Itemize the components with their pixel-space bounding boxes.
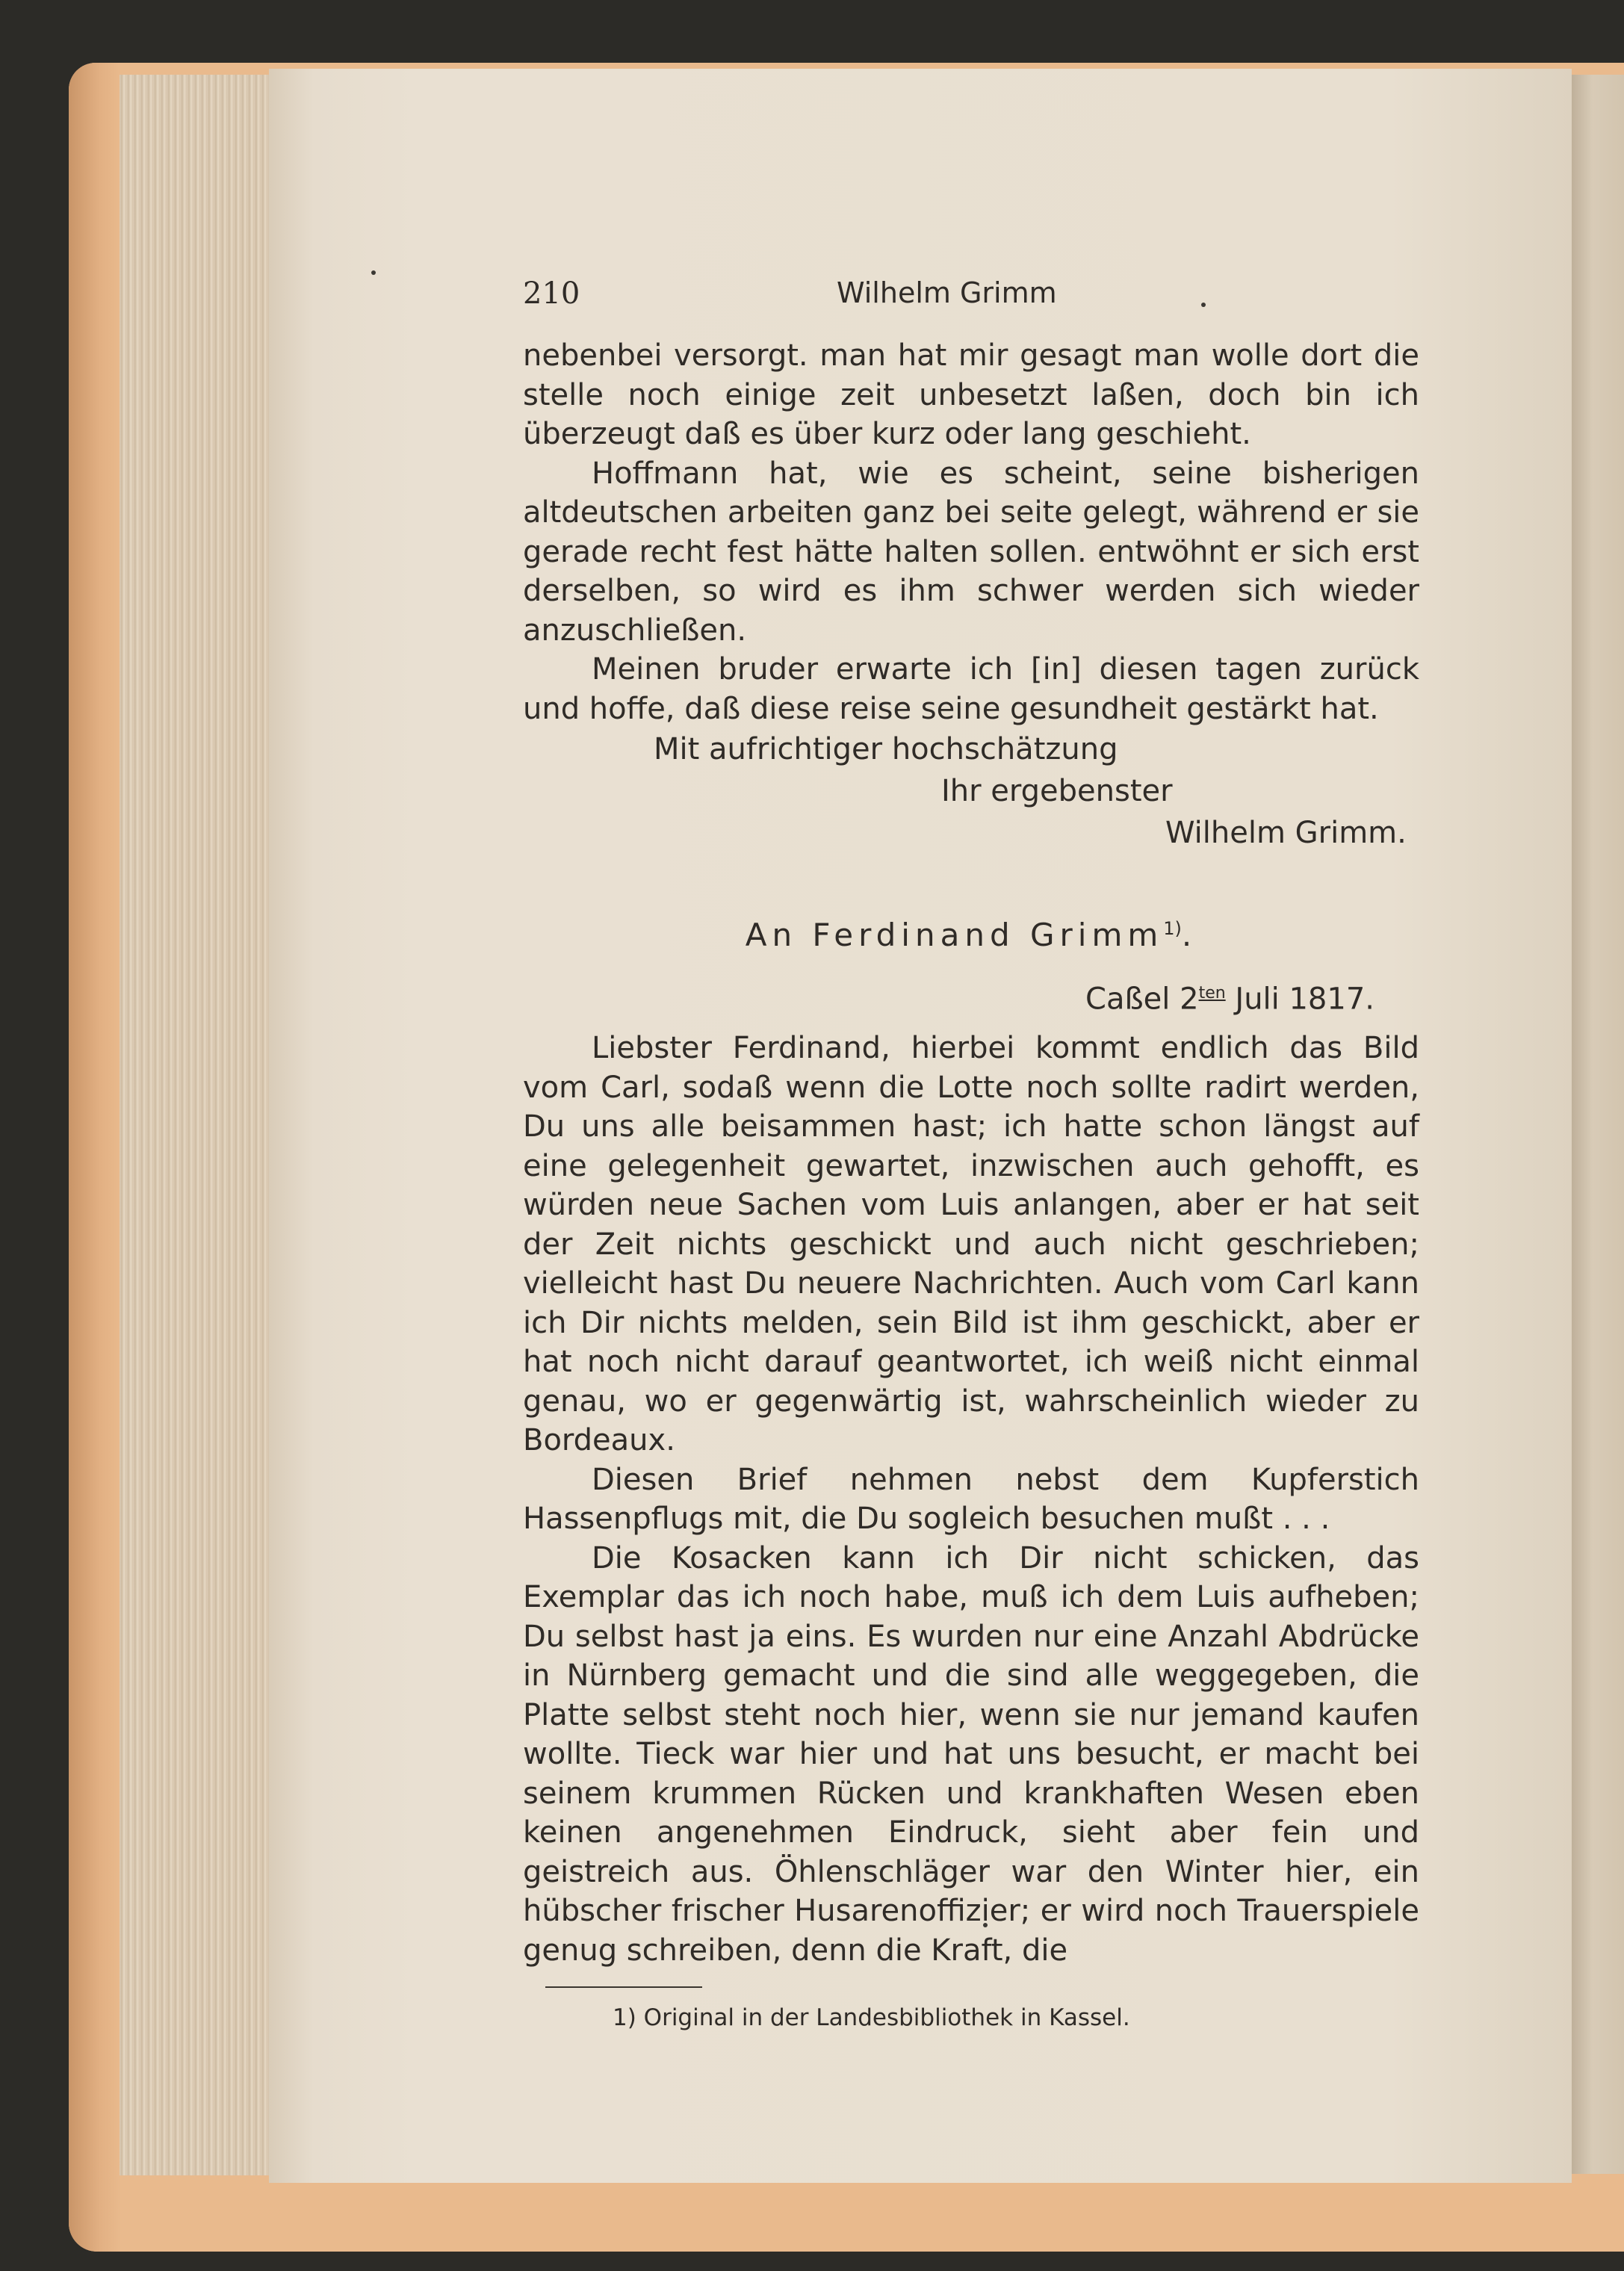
letter-heading bbox=[523, 908, 1419, 956]
paragraph: Liebster Ferdinand, hierbei kommt endlich das Bild vom Carl, sodaß wenn die Lotte noch sollte radirt werden, Du uns alle beisammen hast; ich hatte schon längst auf eine gelegenheit gewartet, inzwischen auch gehofft, es würden neue Sachen vom Luis anlangen, aber er hat seit der Zeit nichts geschickt und auch nicht geschrieben; vielleicht hast Du neuere Nachrichten. Auch vom Carl kann ich Dir nichts melden, sein Bild ist ihm geschickt, aber er hat noch nicht darauf geantwortet, ich weiß nicht einmal genau, wo er gegenwärtig ist, wahrscheinlich wieder zu Bordeaux. bbox=[523, 1031, 1419, 1458]
footnote-rule bbox=[545, 1986, 702, 1988]
paragraph: Meinen bruder erwarte ich [in] diesen tagen zurück und hoffe, daß diese reise seine gesundheit gestärkt hat. bbox=[523, 652, 1419, 726]
dateline-date: Juli 1817. bbox=[1235, 982, 1374, 1017]
letter-body bbox=[523, 1029, 1419, 1970]
closing-line: Ihr ergebenster bbox=[941, 774, 1173, 808]
letter-heading-text: An Ferdinand Grimm bbox=[745, 917, 1164, 953]
paper-speck bbox=[371, 270, 376, 275]
paragraph: Diesen Brief nehmen nebst dem Kupferstich Hassenpflugs mit, die Du sogleich besuchen mußt . . . bbox=[523, 1462, 1419, 1537]
paragraph: Die Kosacken kann ich Dir nicht schicken, das Exemplar das ich noch habe, muß ich dem Luis aufheben; Du selbst hast ja eins. Es wurden nur eine Anzahl Abdrücke in Nürnberg gemacht und die sind alle weggegeben, die Platte selbst steht noch hier, wenn sie nur jemand kaufen wollte. Tieck war hier und hat uns besucht, er macht bei seinem krummen Rücken und krankhaften Wesen eben keinen angenehmen Eindruck, sieht aber fein und geistreich aus. Öhlenschläger war den Winter hier, ein hübscher frischer Husarenoffizier; er wird noch Trauerspiele genug schreiben, denn die Kraft, die bbox=[523, 1540, 1419, 1968]
cover-spine-edge bbox=[69, 63, 121, 2252]
closing-line: Mit aufrichtiger hochschätzung bbox=[654, 732, 1118, 766]
page-header bbox=[523, 276, 1419, 336]
dateline bbox=[523, 973, 1419, 1020]
paragraph: Hoffmann hat, wie es scheint, seine bisherigen altdeutschen arbeiten ganz bei seite gelegt, während er sie gerade recht fest hätte halten sollen. entwöhnt er sich erst derselben, so wird es ihm schwer werden sich wieder anzuschließen. bbox=[523, 456, 1419, 648]
heading-period: . bbox=[1181, 917, 1197, 953]
letter-closing bbox=[523, 728, 1419, 854]
dateline-superscript: ten bbox=[1198, 984, 1226, 1003]
dateline-place: Caßel 2 bbox=[1085, 982, 1199, 1017]
signature: Wilhelm Grimm. bbox=[1165, 816, 1407, 850]
facing-page-edge bbox=[1572, 75, 1624, 2174]
page-block-edges bbox=[120, 75, 291, 2175]
running-title: Wilhelm Grimm bbox=[837, 276, 1057, 309]
page-number: 210 bbox=[523, 276, 580, 311]
page-text bbox=[523, 276, 1419, 2034]
paragraph: nebenbei versorgt. man hat mir gesagt man wolle dort die stelle noch einige zeit unbesetzt laßen, doch bin ich überzeugt daß es über kurz oder lang geschieht. bbox=[523, 338, 1419, 451]
continuation-text bbox=[523, 336, 1419, 728]
footnote-reference: 1) bbox=[1163, 918, 1182, 939]
footnote: 1) Original in der Landesbibliothek in Kassel. bbox=[613, 2004, 1130, 2032]
